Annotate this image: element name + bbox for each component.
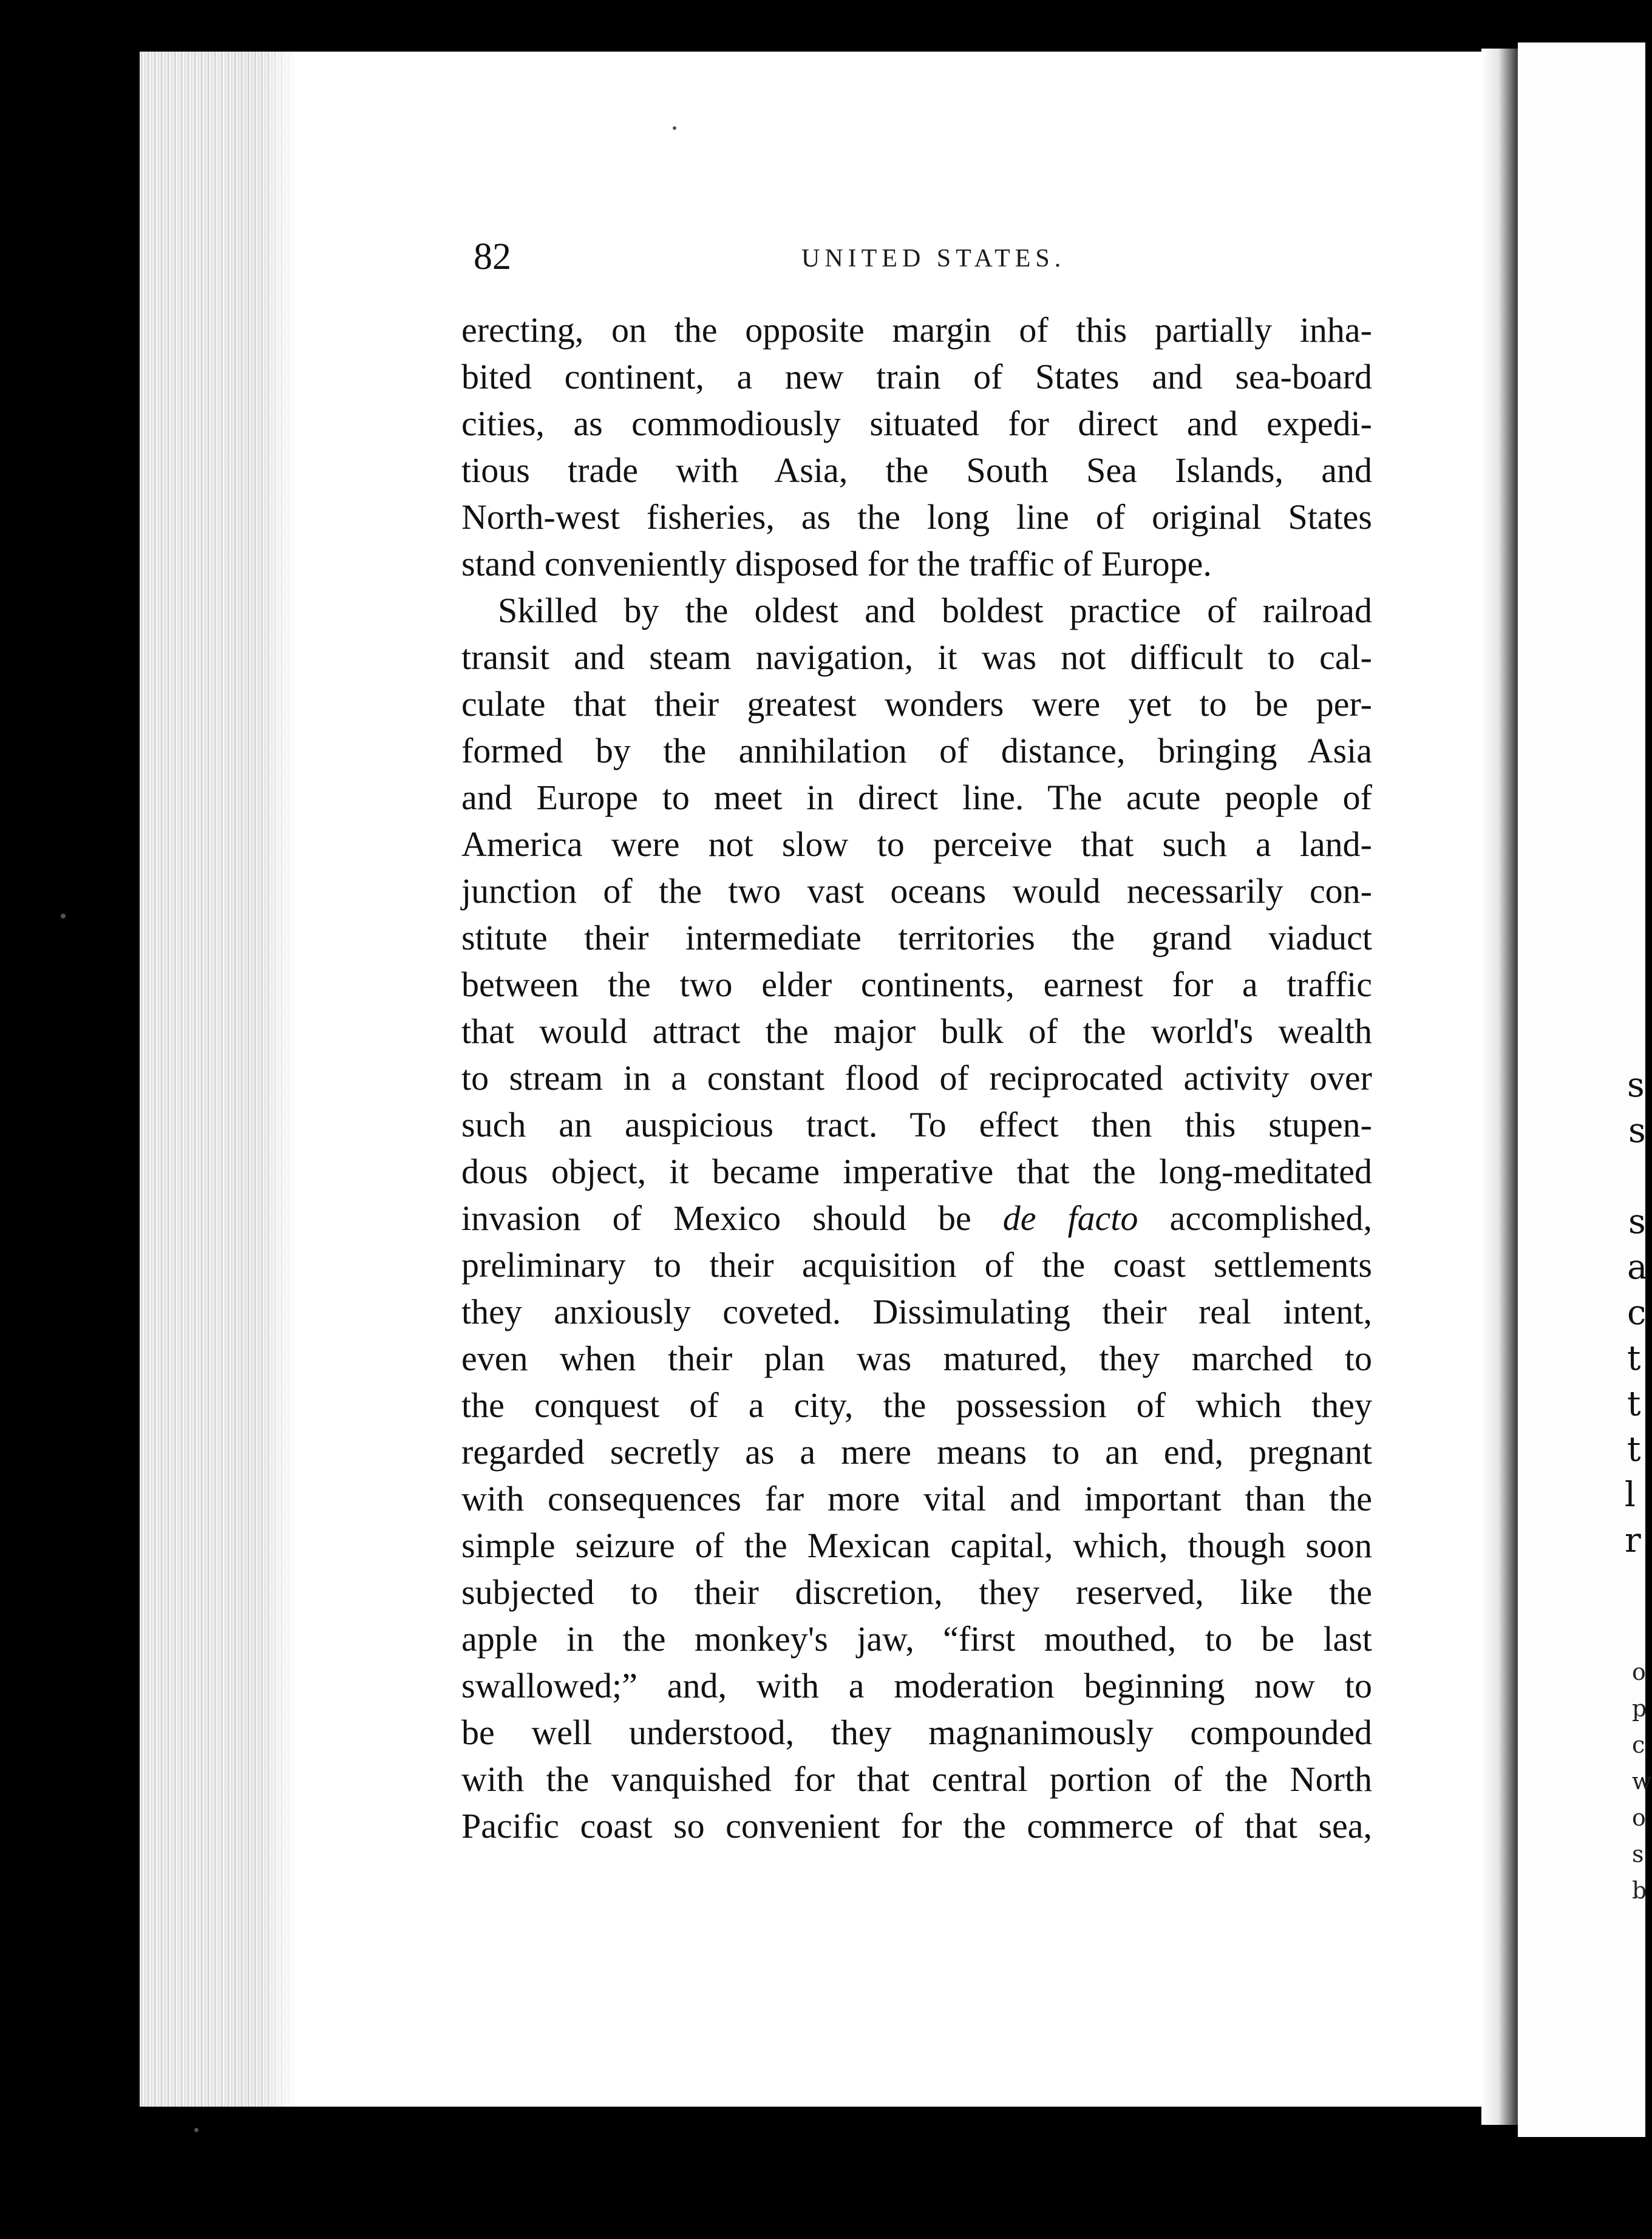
text-line: stitute their intermediate territories the grand viaduct	[461, 918, 1372, 957]
right-page-letter: p	[1632, 1695, 1647, 1722]
text-line: between the two elder continents, earnest for a traffic	[461, 965, 1372, 1004]
text-line: apple in the monkey's jaw, “first mouthed, to be last	[461, 1619, 1372, 1659]
right-page-letter: c	[1627, 1293, 1647, 1333]
italic-phrase: de facto	[1002, 1198, 1138, 1238]
right-page-letter: s	[1628, 1111, 1646, 1150]
text-line: with the vanquished for that central portion of the North	[461, 1759, 1372, 1799]
text-line: dous object, it became imperative that the long-meditated	[461, 1152, 1372, 1191]
text-line: preliminary to their acquisition of the coast settlements	[461, 1245, 1372, 1285]
paragraph-start-line: Skilled by the oldest and boldest practice of railroad	[498, 591, 1372, 630]
page-number: 82	[474, 236, 511, 277]
running-head: UNITED STATES.	[801, 245, 1066, 273]
text-line: cities, as commodiously situated for direct and expedi-	[461, 404, 1372, 443]
text-line: junction of the two vast oceans would necessarily con-	[461, 871, 1372, 911]
right-page-letter: t	[1627, 1384, 1641, 1424]
text-line: and Europe to meet in direct line. The acute people of	[461, 778, 1372, 817]
text-line: swallowed;” and, with a moderation beginning now to	[461, 1666, 1372, 1705]
right-page-letter: s	[1627, 1065, 1645, 1105]
text-line: the conquest of a city, the possession of which they	[461, 1385, 1372, 1425]
text-line: regarded secretly as a mere means to an end, pregnant	[461, 1432, 1372, 1472]
right-page-letter: r	[1625, 1521, 1641, 1560]
right-page-letter: o	[1632, 1659, 1646, 1685]
right-page-letter: t	[1627, 1430, 1641, 1469]
text-line: erecting, on the opposite margin of this partially inha-	[461, 310, 1372, 350]
text-line: they anxiously coveted. Dissimulating their real intent,	[461, 1292, 1372, 1331]
right-page-letter: w	[1632, 1768, 1652, 1795]
right-page-letter: l	[1625, 1475, 1636, 1515]
body-text	[461, 307, 1372, 1849]
right-page-letter: o	[1632, 1804, 1646, 1831]
text-line: be well understood, they magnanimously compounded	[461, 1713, 1372, 1752]
scan-speck	[673, 126, 676, 130]
text-line: North-west fisheries, as the long line of original States	[461, 497, 1372, 537]
right-page-letter: t	[1627, 1339, 1641, 1378]
right-page-fragment	[1518, 42, 1652, 2137]
text-line-with-italic	[461, 1195, 1372, 1242]
text-line: tious trade with Asia, the South Sea Islands, and	[461, 450, 1372, 490]
text-segment: invasion of Mexico should be	[461, 1198, 971, 1238]
text-line: with consequences far more vital and important than the	[461, 1479, 1372, 1518]
text-line: Pacific coast so convenient for the commerce of that sea,	[461, 1806, 1372, 1846]
scan-speck	[194, 2128, 199, 2132]
text-line: culate that their greatest wonders were yet to be per-	[461, 684, 1372, 724]
right-page-letter: a	[1627, 1248, 1648, 1287]
page-header	[474, 236, 1360, 290]
right-page-letter: s	[1628, 1202, 1646, 1242]
text-line: stand conveniently disposed for the traffic of Europe.	[461, 544, 1212, 583]
text-line: America were not slow to perceive that such a land-	[461, 824, 1372, 864]
page-edges	[140, 52, 297, 2107]
text-segment: accomplished,	[1169, 1198, 1372, 1238]
text-line: that would attract the major bulk of the world's wealth	[461, 1011, 1372, 1051]
scan-speck	[61, 914, 66, 919]
right-page-letter: c	[1632, 1731, 1645, 1758]
text-line: transit and steam navigation, it was not difficult to cal-	[461, 637, 1372, 677]
text-line: subjected to their discretion, they reserved, like the	[461, 1572, 1372, 1612]
right-page-letter: s	[1632, 1841, 1644, 1867]
text-line: even when their plan was matured, they marched to	[461, 1339, 1372, 1378]
right-page-letter: b	[1632, 1877, 1647, 1904]
text-line: formed by the annihilation of distance, bringing Asia	[461, 731, 1372, 770]
text-line: such an auspicious tract. To effect then this stupen-	[461, 1105, 1372, 1144]
text-line: bited continent, a new train of States and sea-board	[461, 357, 1372, 396]
text-line: to stream in a constant flood of reciprocated activity over	[461, 1058, 1372, 1098]
text-line: simple seizure of the Mexican capital, which, though soon	[461, 1526, 1372, 1565]
